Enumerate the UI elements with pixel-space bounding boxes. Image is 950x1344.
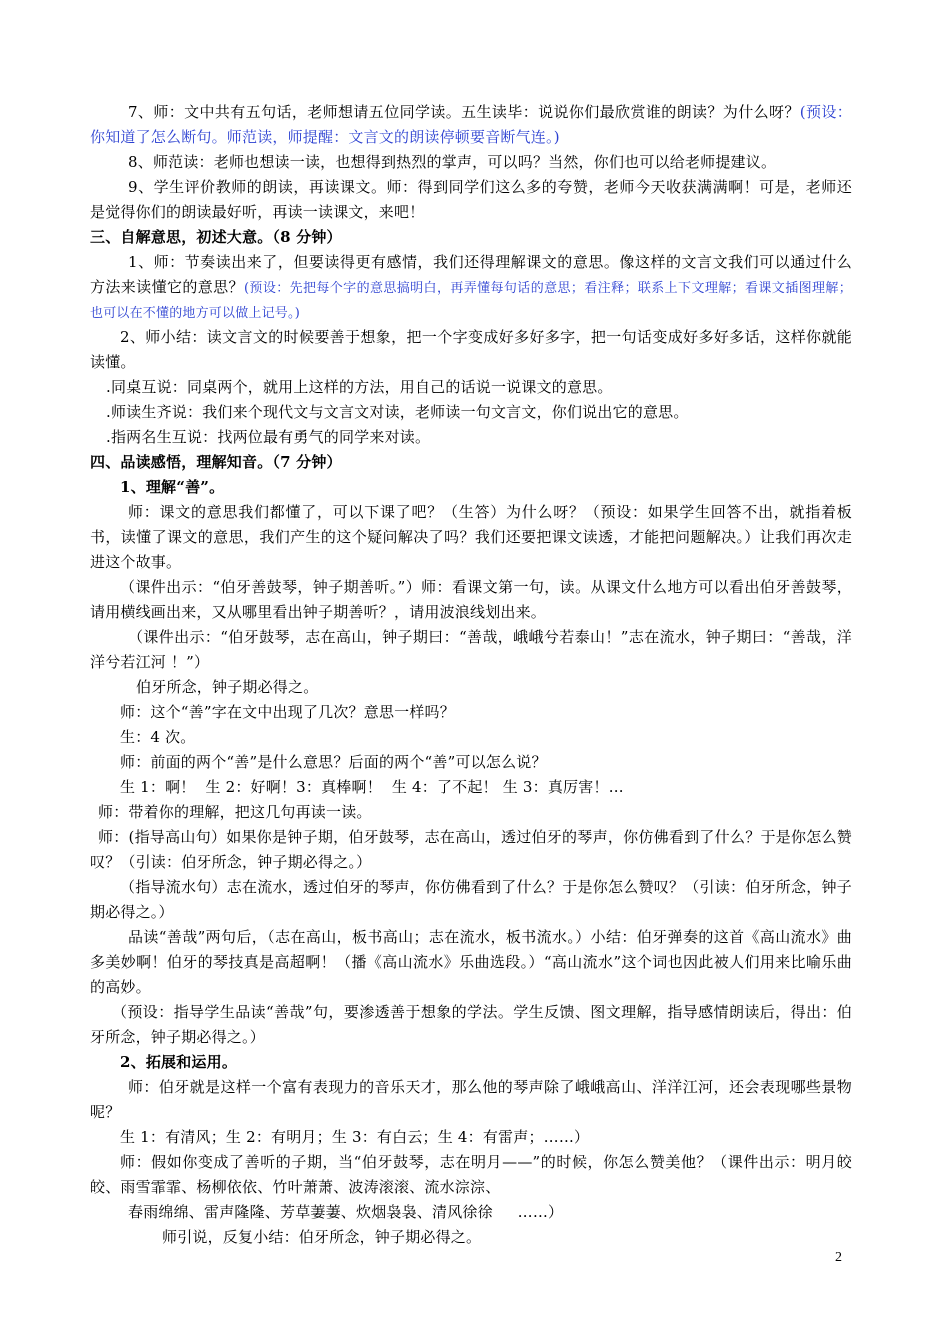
paragraph-question-shan: 师：这个“善”字在文中出现了几次？意思一样吗？: [120, 703, 455, 721]
paragraph-teacher-read: .师读生齐说：我们来个现代文与文言文对读，老师读一句文言文，你们说出它的意思。: [106, 403, 689, 421]
paragraph-extension: 师：伯牙就是这样一个富有表现力的音乐天才，那么他的琴声除了峨峨高山、洋洋江河，还会表现哪些景物呢？: [90, 1078, 852, 1121]
preset-note-7: (预设：你知道了怎么断句。师范读，师提醒：文言文的朗读停顿要音断气连。): [90, 103, 852, 146]
paragraph-slide-1: （课件出示：“伯牙善鼓琴，钟子期善听。”）师：看课文第一句，读。从课文什么地方可以看出伯牙善鼓琴，请用横线画出来，又从哪里看出钟子期善听？，请用波浪线划出来。: [90, 578, 852, 621]
paragraph-slide-2: （课件出示：“伯牙鼓琴，志在高山，钟子期曰：“善哉，峨峨兮若泰山！”志在流水，钟子期曰：“善哉，洋洋兮若江河 ！”）: [90, 628, 852, 671]
paragraph-3-2: 2、师小结：读文言文的时候要善于想象，把一个字变成好多好多字，把一句话变成好多好多话，这样你就能读懂。: [90, 328, 852, 371]
subheading-4-1: 1、理解“善”。: [120, 478, 225, 496]
paragraph-preset-4-1: （预设：指导学生品读“善哉”句，要渗透善于想象的学法。学生反馈、图文理解，指导感情朗读后，得出：伯牙所念，钟子期必得之。）: [90, 1003, 852, 1046]
section-heading-4: 四、品读感悟，理解知音。（7 分钟）: [90, 453, 342, 471]
preset-note-3-1: (预设：先把每个字的意思搞明白，再弄懂每句话的意思；看注释；联系上下文理解；看课文插图理解；也可以在不懂的地方可以做上记号。): [90, 281, 852, 321]
paragraph-7: 7、师：文中共有五句话，老师想请五位同学读。五生读毕：说说你们最欣赏谁的朗读？为什么呀？(预设：你知道了怎么断句。师范读，师提醒：文言文的朗读停顿要音断气连。): [90, 103, 852, 146]
paragraph-student-answers: 生 1：啊！ 生 2：好啊！3：真棒啊！ 生 4：了不起！ 生 3：真厉害！…: [120, 778, 624, 796]
section-heading-3: 三、自解意思，初述大意。（8 分钟）: [90, 228, 342, 246]
paragraph-scenery-answers: 生 1：有清风；生 2：有明月；生 3：有白云；生 4：有雷声；……）: [120, 1128, 590, 1146]
paragraph-3-1: 1、师：节奏读出来了，但要读得更有感情，我们还得理解课文的意思。像这样的文言文我们可以通过什么方法来读懂它的意思？(预设：先把每个字的意思搞明白，再弄懂每句话的意思；看注释；联系上下文理解；看课文插图理解；也可以在不懂的地方可以做上记号。): [90, 253, 852, 321]
paragraph-4-intro: 师：课文的意思我们都懂了，可以下课了吧？（生答）为什么呀？（预设：如果学生回答不出，就指着板书，读懂了课文的意思，我们产生的这个疑问解决了吗？我们还要把课文读透，才能把问题解决。）让我们再次走进这个故事。: [90, 503, 852, 571]
paragraph-word-list: 春雨绵绵、雷声隆隆、芳草萋萋、炊烟袅袅、清风徐徐 ……）: [128, 1203, 564, 1221]
paragraph-two-students: .指两名生互说：找两位最有勇气的同学来对读。: [106, 428, 431, 446]
document-body: [90, 100, 852, 1250]
paragraph-mountain-guide: 师：(指导高山句）如果你是钟子期，伯牙鼓琴，志在高山，透过伯牙的琴声，你仿佛看到了什么？于是你怎么赞叹？（引读：伯牙所念，钟子期必得之。）: [90, 828, 852, 871]
paragraph-pair-talk: .同桌互说：同桌两个，就用上这样的方法，用自己的话说一说课文的意思。: [106, 378, 613, 396]
paragraph-answer-count: 生：4 次。: [120, 728, 196, 746]
paragraph-question-meaning: 师：前面的两个“善”是什么意思？后面的两个“善”可以怎么说？: [120, 753, 547, 771]
subheading-4-2: 2、拓展和运用。: [120, 1053, 238, 1071]
paragraph-water-guide: （指导流水句）志在流水，透过伯牙的琴声，你仿佛看到了什么？于是你怎么赞叹？（引读：伯牙所念，钟子期必得之。）: [90, 878, 852, 921]
page-number: 2: [835, 1250, 842, 1265]
paragraph-8: 8、师范读：老师也想读一读，也想得到热烈的掌声，可以吗？当然，你们也可以给老师提建议。: [128, 153, 777, 171]
paragraph-9: 9、学生评价教师的朗读，再读课文。师：得到同学们这么多的夸赞，老师今天收获满满啊！可是，老师还是觉得你们的朗读最好听，再读一读课文，来吧！: [90, 178, 852, 221]
paragraph-quote: 伯牙所念，钟子期必得之。: [136, 678, 319, 696]
paragraph-read-again: 师：带着你的理解，把这几句再读一读。: [98, 803, 372, 821]
paragraph-shanzai-summary: 品读“善哉”两句后，（志在高山，板书高山；志在流水，板书流水。）小结：伯牙弹奏的这首《高山流水》曲多美妙啊！伯牙的琴技真是高超啊！（播《高山流水》乐曲选段。）“高山流水”这个词也因此被人们用来比喻乐曲的高妙。: [90, 928, 852, 996]
paragraph-moon-prompt: 师：假如你变成了善听的子期，当“伯牙鼓琴，志在明月——”的时候，你怎么赞美他？（课件出示：明月皎皎、雨雪霏霏、杨柳依依、竹叶萧萧、波涛滚滚、流水淙淙、: [90, 1153, 852, 1196]
paragraph-final-summary: 师引说，反复小结：伯牙所念，钟子期必得之。: [162, 1228, 482, 1246]
